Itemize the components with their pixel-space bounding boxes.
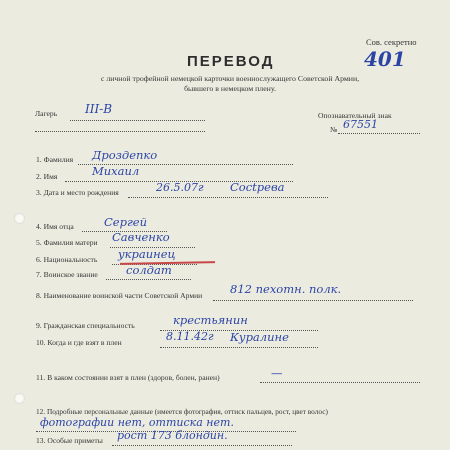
field-11-value: — <box>271 366 283 380</box>
field-1-value: Дроздеnко <box>92 148 158 162</box>
secrecy-label: Сов. секретно <box>366 37 417 47</box>
handwritten-number: 401 <box>364 47 406 71</box>
field-10-value-place: Куралине <box>230 330 289 344</box>
field-12-value: фотографии нет, оттиска нет. <box>40 416 234 429</box>
badge-label: Опознавательный знак <box>318 111 392 120</box>
subtitle-line-1: с личной трофейной немецкой карточки военнослужащего Советской Армии, <box>100 74 360 83</box>
field-10-value: 8.11.42г <box>166 330 214 343</box>
field-3-value: 26.5.07г <box>156 181 204 194</box>
subtitle <box>40 74 420 94</box>
badge-prefix: № <box>330 125 338 134</box>
binder-hole-top <box>14 213 25 224</box>
field-6-value: украинец <box>118 247 176 261</box>
field-7-label: 7. Воинское звание <box>36 270 98 279</box>
field-1-label: 1. Фамилия <box>36 155 74 164</box>
field-10-label: 10. Когда и где взят в плен <box>36 338 122 347</box>
field-3-label: 3. Дата и место рождения <box>36 188 119 197</box>
field-2-value: Михаил <box>92 164 140 178</box>
page-title: ПЕРЕВОД <box>187 53 275 70</box>
field-9-label: 9. Гражданская специальность <box>36 321 135 330</box>
field-9-value: крестьянин <box>173 313 248 327</box>
field-13-label: 13. Особые приметы <box>36 436 103 445</box>
field-6-label: 6. Национальность <box>36 255 98 264</box>
field-5-label: 5. Фамилия матери <box>36 238 98 247</box>
field-7-value: солдат <box>126 263 172 277</box>
field-4-value: Сергей <box>104 215 147 229</box>
badge-value: 67551 <box>343 118 378 131</box>
field-3-value-place: Сосtрева <box>230 180 285 194</box>
field-12-label: 12. Подробные персональные данные (имеется фотография, оттиск пальцев, рост, цвет волос) <box>36 407 328 416</box>
field-8-label: 8. Наименование воинской части Советской Армии <box>36 291 203 300</box>
field-8-value: 812 пехотн. полк. <box>230 282 342 296</box>
field-13-value: рост 173 блондин. <box>117 429 228 442</box>
camp-value: III-B <box>85 102 113 116</box>
field-11-label: 11. В каком состоянии взят в плен (здоров, болен, ранен) <box>36 373 220 382</box>
field-2-label: 2. Имя <box>36 172 58 181</box>
field-4-label: 4. Имя отца <box>36 222 74 231</box>
subtitle-line-2: бывшего в немецком плену. <box>184 84 276 93</box>
binder-hole-bottom <box>14 393 25 404</box>
camp-label: Лагерь <box>35 109 58 118</box>
field-5-value: Савченко <box>112 230 170 244</box>
